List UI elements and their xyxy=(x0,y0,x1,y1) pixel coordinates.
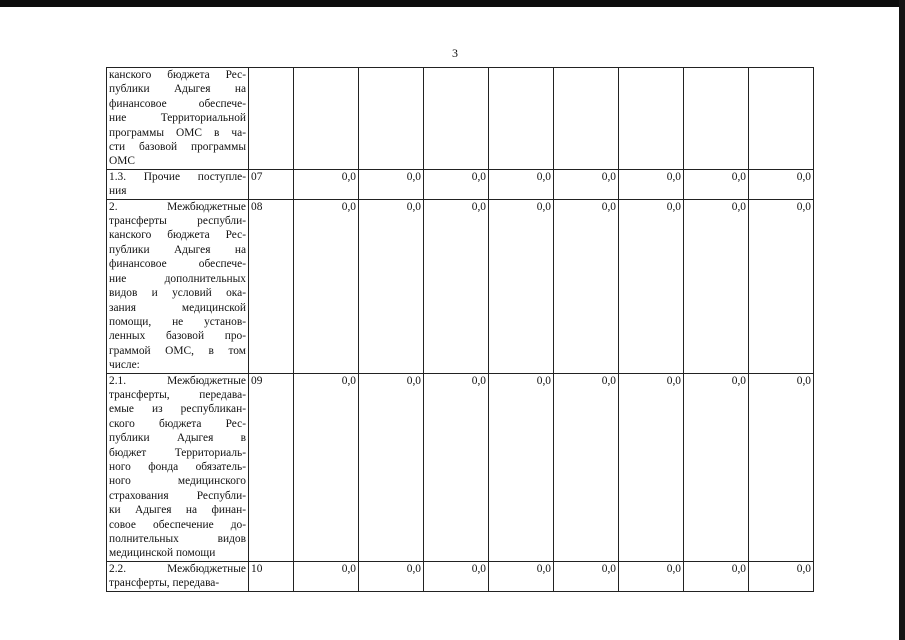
value-cell: 0,0 xyxy=(684,561,749,591)
description-line: канского бюджета Рес- xyxy=(109,229,246,242)
description-line: финансовое обеспече- xyxy=(109,97,246,110)
value-cell: 0,0 xyxy=(294,373,359,561)
description-line: ского бюджета Рес- xyxy=(109,417,246,430)
description-line: финансовое обеспече- xyxy=(109,258,246,271)
description-line: видов и условий ока- xyxy=(109,287,246,300)
value-cell xyxy=(294,68,359,170)
description-line: числе: xyxy=(109,359,140,372)
row-code xyxy=(249,68,294,170)
value-cell: 0,0 xyxy=(554,561,619,591)
row-description xyxy=(107,561,249,591)
value-cell: 0,0 xyxy=(294,169,359,199)
description-line: трансферты республи- xyxy=(109,215,246,228)
description-line: 2.1. Межбюджетные xyxy=(109,374,246,387)
description-line: сти базовой программы xyxy=(109,141,246,154)
value-cell xyxy=(684,68,749,170)
value-cell: 0,0 xyxy=(424,199,489,373)
description-line: ние Территориальной xyxy=(109,112,246,125)
value-cell: 0,0 xyxy=(489,199,554,373)
value-cell: 0,0 xyxy=(684,199,749,373)
budget-table-body xyxy=(107,68,814,592)
row-code: 08 xyxy=(249,199,294,373)
page-number: 3 xyxy=(452,46,458,60)
description-line: бюджет Территориаль- xyxy=(109,446,246,459)
value-cell: 0,0 xyxy=(294,199,359,373)
value-cell: 0,0 xyxy=(489,169,554,199)
description-line: ОМС xyxy=(109,155,135,168)
description-line: ния xyxy=(109,185,127,198)
value-cell: 0,0 xyxy=(749,169,814,199)
row-description xyxy=(107,68,249,170)
value-cell: 0,0 xyxy=(424,561,489,591)
value-cell xyxy=(489,68,554,170)
value-cell: 0,0 xyxy=(554,199,619,373)
value-cell: 0,0 xyxy=(359,169,424,199)
description-line: публики Адыгея в xyxy=(109,432,246,445)
value-cell: 0,0 xyxy=(619,373,684,561)
description-line: канского бюджета Рес- xyxy=(109,69,246,81)
description-line: емые из республикан- xyxy=(109,403,246,416)
value-cell: 0,0 xyxy=(424,373,489,561)
description-line: ние дополнительных xyxy=(109,272,246,285)
value-cell xyxy=(359,68,424,170)
table-row xyxy=(107,169,814,199)
description-line: помощи, не установ- xyxy=(109,315,246,328)
description-line: ки Адыгея на финан- xyxy=(109,504,246,517)
value-cell: 0,0 xyxy=(294,561,359,591)
description-line: ного медицинского xyxy=(109,475,246,488)
description-line: трансферты, передава- xyxy=(109,388,246,401)
description-line: граммой ОМС, в том xyxy=(109,344,246,357)
value-cell: 0,0 xyxy=(619,561,684,591)
value-cell: 0,0 xyxy=(489,561,554,591)
value-cell xyxy=(619,68,684,170)
value-cell: 0,0 xyxy=(619,169,684,199)
scan-top-edge xyxy=(0,0,905,7)
table-row xyxy=(107,199,814,373)
table-row xyxy=(107,373,814,561)
value-cell: 0,0 xyxy=(554,373,619,561)
row-description xyxy=(107,373,249,561)
scan-right-edge xyxy=(899,0,905,640)
description-line: публики Адыгея на xyxy=(109,83,246,96)
description-line: полнительных видов xyxy=(109,533,246,545)
description-line: совое обеспечение до- xyxy=(109,518,246,531)
value-cell: 0,0 xyxy=(359,199,424,373)
description-line: страхования Республи- xyxy=(109,489,246,502)
value-cell xyxy=(554,68,619,170)
value-cell xyxy=(424,68,489,170)
row-code: 09 xyxy=(249,373,294,561)
value-cell: 0,0 xyxy=(749,373,814,561)
description-line: медицинской помощи xyxy=(109,547,216,560)
row-code: 07 xyxy=(249,169,294,199)
description-line: публики Адыгея на xyxy=(109,243,246,256)
value-cell: 0,0 xyxy=(359,373,424,561)
description-line: 2. Межбюджетные xyxy=(109,200,246,213)
table-row xyxy=(107,561,814,591)
value-cell: 0,0 xyxy=(749,199,814,373)
table-row xyxy=(107,68,814,170)
value-cell: 0,0 xyxy=(619,199,684,373)
description-line: ного фонда обязатель- xyxy=(109,460,246,473)
row-description xyxy=(107,199,249,373)
description-line: 2.2. Межбюджетные xyxy=(109,562,246,575)
budget-table xyxy=(106,67,814,592)
description-line: трансферты, передава- xyxy=(109,577,220,590)
description-line: программы ОМС в ча- xyxy=(109,126,246,139)
value-cell: 0,0 xyxy=(684,169,749,199)
value-cell: 0,0 xyxy=(489,373,554,561)
value-cell: 0,0 xyxy=(684,373,749,561)
value-cell xyxy=(749,68,814,170)
value-cell: 0,0 xyxy=(424,169,489,199)
row-description xyxy=(107,169,249,199)
value-cell: 0,0 xyxy=(359,561,424,591)
description-line: ленных базовой про- xyxy=(109,330,246,343)
value-cell: 0,0 xyxy=(749,561,814,591)
description-line: 1.3. Прочие поступле- xyxy=(109,170,246,183)
row-code: 10 xyxy=(249,561,294,591)
description-line: зания медицинской xyxy=(109,301,246,314)
value-cell: 0,0 xyxy=(554,169,619,199)
